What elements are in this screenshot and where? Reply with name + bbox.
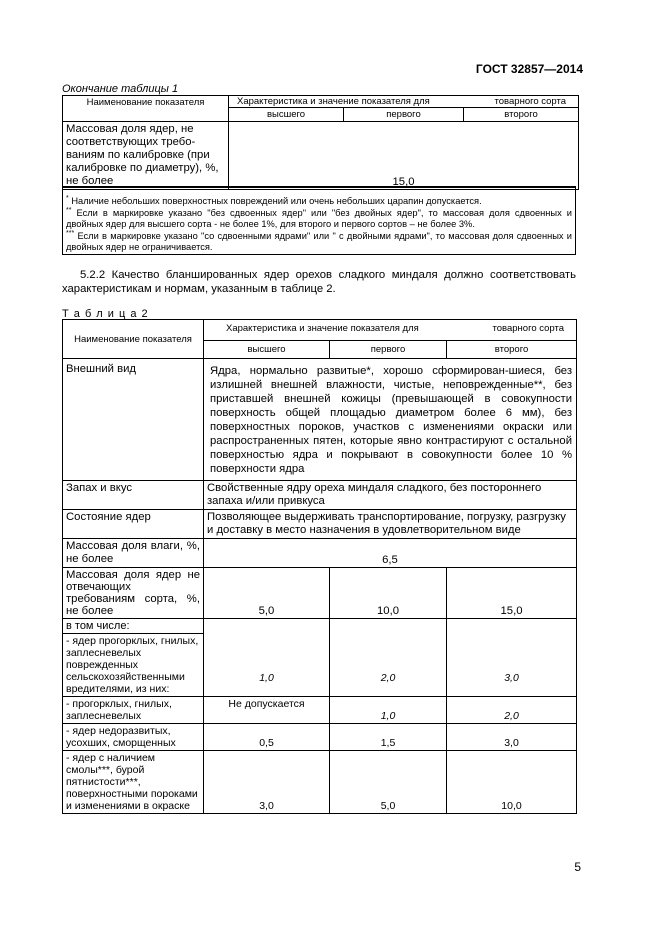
under-label: - ядер недоразвитых, усохших, сморщенных — [63, 724, 204, 751]
gum-first: 5,0 — [330, 751, 447, 814]
under-top: 0,5 — [204, 724, 330, 751]
rancid-top: 1,0 — [204, 634, 330, 697]
table1-notes — [62, 186, 576, 255]
incl-empty-3 — [447, 619, 577, 634]
incl-label: в том числе: — [63, 619, 204, 634]
smell-text: Свойственные ядру ореха миндаля сладкого, без постороннего запаха и/или привкуса — [204, 481, 577, 510]
appearance-text: Ядра, нормально развитые*, хорошо сформирован-шиеся, без излишней внешней влажности, чистые, неповрежденные**, без приставшей внешней кожицы (превышающей в совокупности поверхность общей площадью диаметром более 6 мм), без поверхностных пороков, участков с изменениями окраски или распространенных пятен, которые явно контрастируют с остальной поверхностью ядра и покрывают в совокупности более 10 % поверхности ядра — [204, 359, 577, 481]
gum-top: 3,0 — [204, 751, 330, 814]
rancid-second: 3,0 — [447, 634, 577, 697]
table1-grade-first: первого — [344, 108, 464, 122]
table1-header-name: Наименование показателя — [63, 96, 229, 122]
gum-second: 10,0 — [447, 751, 577, 814]
rancid-first: 2,0 — [330, 634, 447, 697]
rancid2-first: 1,0 — [330, 697, 447, 724]
rancid2-second: 2,0 — [447, 697, 577, 724]
table1-row-value: 15,0 — [229, 122, 579, 190]
nonconf-first: 10,0 — [330, 568, 447, 619]
rancid-label: - ядер прогорклых, гнилых, заплесневелых поврежденных сельскохозяйственными вредителями, из них: — [63, 634, 204, 697]
nonconf-top: 5,0 — [204, 568, 330, 619]
nonconf-label: Массовая доля ядер не отвечающих требованиям сорта, %, не более — [63, 568, 204, 619]
table2-grade-first: первого — [330, 341, 447, 359]
state-text: Позволяющее выдерживать транспортирование, погрузку, разгрузку и доставку в место назначения в удовлетворительном виде — [204, 510, 577, 539]
appearance-label: Внешний вид — [63, 359, 204, 481]
state-label: Состояние ядер — [63, 510, 204, 539]
incl-empty-2 — [330, 619, 447, 634]
table1-grade-second: второго — [464, 108, 579, 122]
table2-header-char-left: Характеристика и значение показателя для — [226, 323, 419, 334]
note-3: *** Если в маркировке указано "со сдвоенными ядрами" или " с двойными ядрами", то массовая доля сдвоенных и двойных ядер не ограничивается. — [66, 229, 572, 252]
moisture-label: Массовая доля влаги, %, не более — [63, 539, 204, 568]
under-second: 3,0 — [447, 724, 577, 751]
rancid2-label: - прогорклых, гнилых, заплесневелых — [63, 697, 204, 724]
nonconf-second: 15,0 — [447, 568, 577, 619]
table1 — [62, 95, 579, 190]
rancid2-top: Не допускается — [204, 697, 330, 724]
table2-header-char-right: товарного сорта — [492, 323, 565, 334]
table2-header-char — [204, 320, 577, 341]
table1-header-char-left: Характеристика и значение показателя для — [237, 96, 430, 107]
table2-grade-second: второго — [447, 341, 577, 359]
incl-empty-1 — [204, 619, 330, 634]
under-first: 1,5 — [330, 724, 447, 751]
smell-label: Запах и вкус — [63, 481, 204, 510]
note-1: * Наличие небольших поверхностных повреждений или очень небольших царапин допускается. — [66, 194, 482, 206]
table2 — [62, 319, 577, 814]
table1-header-char — [229, 96, 579, 108]
table1-grade-top: высшего — [229, 108, 344, 122]
table2-caption: Т а б л и ц а 2 — [62, 308, 149, 320]
gum-label: - ядер с наличием смолы***, бурой пятнистости***, поверхностными пороками и изменениями в окраске — [63, 751, 204, 814]
table1-caption: Окончание таблицы 1 — [62, 83, 179, 95]
note-2: ** Если в маркировке указано "без сдвоенных ядер" или "без двойных ядер", то массовая доля сдвоенных и двойных ядер для высшего сорта - не более 1%, для второго и первого сортов – не более 3%. — [66, 206, 572, 229]
paragraph-5-2-2: 5.2.2 Качество бланшированных ядер орехов сладкого миндаля должно соответствовать характеристикам и нормам, указанным в таблице 2. — [62, 269, 576, 295]
table2-header-name: Наименование показателя — [63, 320, 204, 359]
page-number: 5 — [574, 860, 581, 874]
moisture-value: 6,5 — [204, 539, 577, 568]
document-header: ГОСТ 32857—2014 — [475, 62, 583, 76]
table1-row-label: Массовая доля ядер, не соответствующих требо-ваниям по калибровке (при калибровке по диаметру), %, не более — [63, 122, 229, 190]
table1-header-char-right: товарного сорта — [494, 96, 567, 107]
table2-grade-top: высшего — [204, 341, 330, 359]
